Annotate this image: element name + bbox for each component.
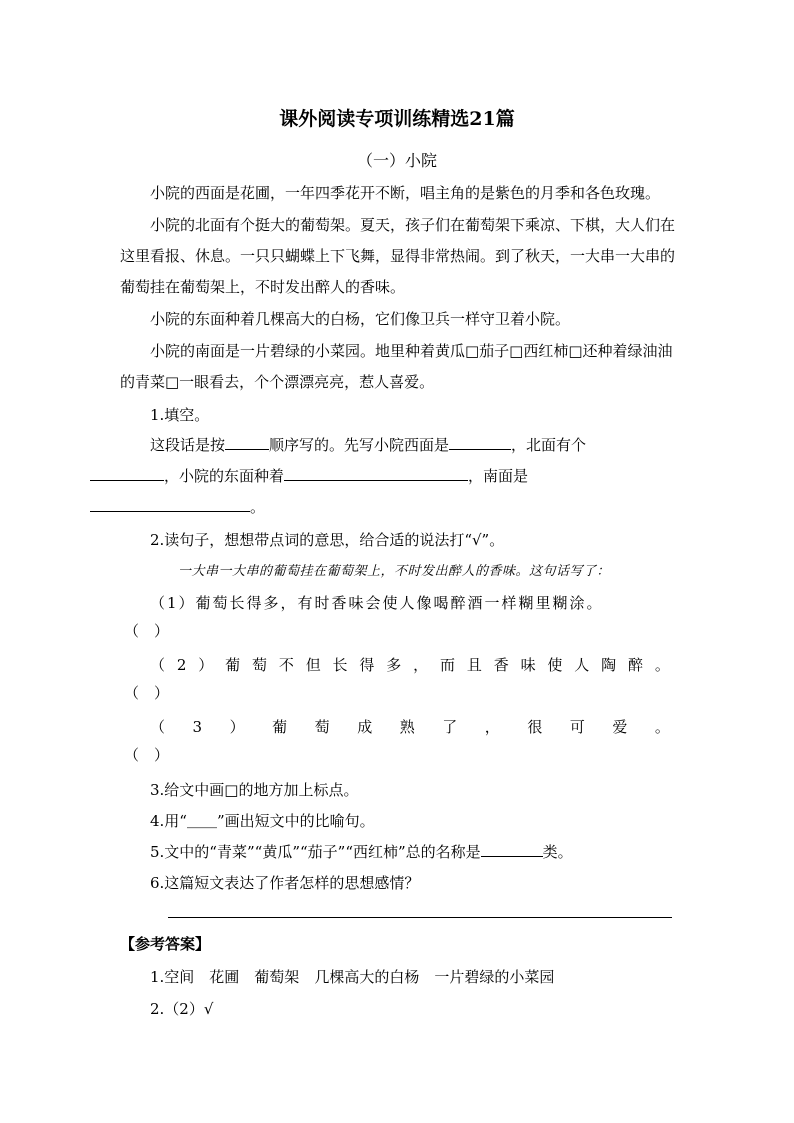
opt3-char: 萄	[314, 718, 330, 736]
opt3-char: （	[150, 718, 166, 736]
opt3-char: 葡	[272, 718, 288, 736]
opt2-char: 人	[574, 656, 590, 674]
opt2-char: 醉	[628, 656, 644, 674]
opt2-char: ）	[198, 656, 214, 674]
opt2-char: 但	[305, 656, 321, 674]
question-1-label: 1.填空。	[150, 406, 210, 424]
opt3-char: ）	[229, 718, 245, 736]
answer-2: 2.（2）√	[150, 1000, 214, 1018]
question-1-fill-text	[120, 430, 676, 523]
question-2-option-1: （1）葡萄长得多，有时香味会使人像喝醉酒一样糊里糊涂。	[150, 594, 604, 612]
passage-paragraph-2: 小院的北面有个挺大的葡萄架。夏天，孩子们在葡萄架下乘凉、下棋，大人们在这里看报、休息。一只只蝴蝶上下飞舞，显得非常热闹。到了秋天，一大串一大串的葡萄挂在葡萄架上，不时发出醉人的香味。	[120, 216, 676, 296]
blank-3[interactable]	[90, 464, 164, 481]
q1-text-2: 顺序写的。先写小院西面是	[269, 436, 450, 454]
opt2-char: 2	[176, 656, 187, 674]
q1-text-3: ，北面有个	[511, 436, 587, 454]
opt3-char: 成	[357, 718, 373, 736]
answer-heading: 【参考答案】	[120, 935, 211, 953]
opt2-char: 。	[654, 656, 670, 674]
passage-paragraph-3: 小院的东面种着几棵高大的白杨，它们像卫兵一样守卫着小院。	[150, 310, 571, 328]
q1-text-6: 。	[250, 498, 266, 516]
question-6: 6.这篇短文表达了作者怎样的思想感情？	[150, 874, 420, 892]
opt3-char: 爱	[612, 718, 628, 736]
question-5	[150, 837, 573, 868]
opt2-char: 长	[332, 656, 348, 674]
blank-1[interactable]	[225, 433, 269, 450]
opt2-char: 且	[466, 656, 482, 674]
opt2-char: 陶	[601, 656, 617, 674]
opt2-char: 香	[493, 656, 509, 674]
opt2-char: 而	[439, 656, 455, 674]
page-title: 课外阅读专项训练精选21篇	[279, 108, 515, 130]
opt3-char: 很	[527, 718, 543, 736]
q1-text-5: ，南面是	[468, 467, 529, 485]
opt3-char: 可	[569, 718, 585, 736]
question-2-label: 2.读句子，想想带点词的意思，给合适的说法打“√”。	[150, 531, 505, 549]
opt3-char: 了	[442, 718, 458, 736]
passage-paragraph-4: 小院的南面是一片碧绿的小菜园。地里种着黄瓜□茄子□西红柿□还种着绿油油的青菜□一眼看去，个个漂漂亮亮，惹人喜爱。	[120, 342, 673, 391]
question-2-option-2	[150, 650, 670, 681]
answer-1: 1.空间 花圃 葡萄架 几棵高大的白杨 一片碧绿的小菜园	[150, 968, 555, 986]
question-3: 3.给文中画□的地方加上标点。	[150, 781, 359, 799]
opt3-char: ，	[484, 718, 500, 736]
opt3-char: 熟	[399, 718, 415, 736]
opt2-char: 多	[386, 656, 402, 674]
answer-paren-2[interactable]: （ ）	[124, 684, 170, 702]
blank-5[interactable]	[90, 495, 250, 512]
q5-text-pre: 5.文中的“青菜”“黄瓜”“茄子”“西红柿”总的名称是	[150, 843, 481, 861]
blank-2[interactable]	[449, 433, 511, 450]
opt3-char: 。	[654, 718, 670, 736]
opt2-char: 不	[278, 656, 294, 674]
question-2-option-3	[150, 712, 670, 743]
opt2-char: 味	[520, 656, 536, 674]
opt2-char: 萄	[251, 656, 267, 674]
question-4: 4.用“＿＿”画出短文中的比喻句。	[150, 812, 375, 830]
opt2-char: 得	[359, 656, 375, 674]
opt2-char: 葡	[225, 656, 241, 674]
blank-4[interactable]	[284, 464, 468, 481]
q5-text-post: 类。	[542, 843, 573, 861]
q1-text-4: ，小院的东面种着	[164, 467, 285, 485]
answer-divider	[168, 917, 672, 918]
question-2-sentence: 一大串一大串的葡萄挂在葡萄架上，不时发出醉人的香味。这句话写了：	[178, 564, 611, 579]
passage-paragraph-1: 小院的西面是花圃，一年四季花开不断，唱主角的是紫色的月季和各色玫瑰。	[150, 184, 661, 202]
answer-paren-1[interactable]: （ ）	[124, 622, 170, 640]
answer-paren-3[interactable]: （ ）	[124, 746, 170, 764]
section-subtitle: （一）小院	[356, 151, 437, 170]
opt2-char: （	[150, 656, 166, 674]
blank-6[interactable]	[481, 840, 543, 857]
opt2-char: ，	[413, 656, 429, 674]
opt3-char: 3	[192, 718, 203, 736]
opt2-char: 使	[547, 656, 563, 674]
q1-text-1: 这段话是按	[150, 436, 226, 454]
